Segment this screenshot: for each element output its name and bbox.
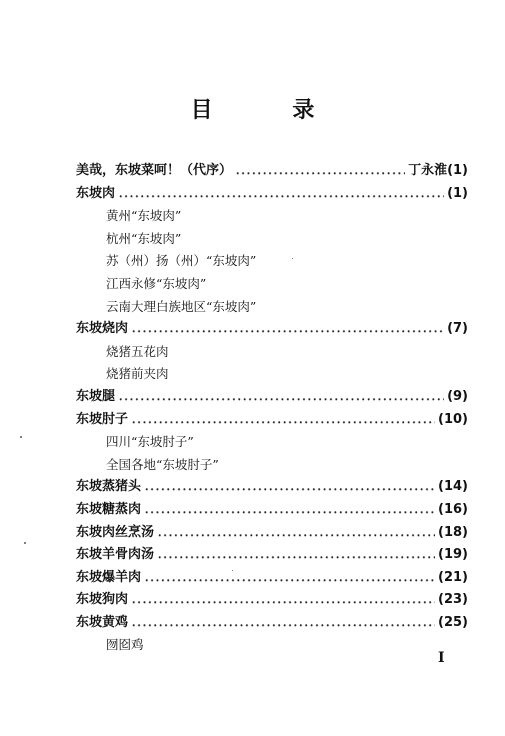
toc-entry-title: 东坡狗肉	[76, 592, 129, 608]
toc-entry-page: (25)	[438, 614, 468, 630]
toc-entry-page: (14)	[438, 479, 468, 495]
toc-entry	[76, 386, 468, 409]
toc-subentry: 四川“东坡肘子”	[106, 434, 194, 450]
toc-entry-title: 东坡蒸猪头	[76, 479, 142, 495]
toc-entry	[76, 318, 468, 341]
toc-entry	[76, 567, 468, 590]
toc-subentry: 江西永修“东坡肉”	[106, 275, 207, 291]
dot-leader	[144, 476, 435, 499]
toc-subentry: 全国各地“东坡肘子”	[106, 456, 219, 472]
toc-subentry: 囫囵鸡	[106, 637, 144, 653]
dot-leader	[131, 589, 435, 612]
toc-entry-page: (19)	[438, 547, 468, 563]
toc-entry-page: (23)	[438, 592, 468, 608]
toc-subentry: 黄州“东坡肉”	[106, 208, 182, 224]
toc-entry	[76, 409, 468, 432]
dot-leader	[235, 160, 405, 183]
toc-subentry: 杭州“东坡肉”	[106, 230, 182, 246]
toc-entry-title: 东坡爆羊肉	[76, 569, 142, 585]
toc-entry	[76, 499, 468, 522]
dot-leader	[118, 386, 444, 409]
page-title: 目 录	[190, 98, 351, 123]
scan-speck	[20, 436, 22, 438]
table-of-contents	[76, 160, 468, 657]
dot-leader	[131, 612, 435, 635]
toc-entry-title: 东坡肉	[76, 185, 116, 201]
dot-leader	[157, 544, 435, 567]
toc-subentry: 烧猪前夹肉	[106, 366, 169, 382]
scan-speck	[24, 542, 26, 544]
scan-speck	[232, 570, 233, 571]
toc-entry-title: 东坡肘子	[76, 411, 129, 427]
toc-entry	[76, 160, 468, 183]
dot-leader	[144, 567, 435, 590]
dot-leader	[131, 318, 444, 341]
toc-entry	[76, 544, 468, 567]
toc-entry-page: (16)	[438, 501, 468, 517]
toc-entry	[76, 476, 468, 499]
toc-entry-title: 东坡腿	[76, 388, 116, 404]
page-folio: I	[438, 650, 445, 666]
toc-entry-title: 东坡烧肉	[76, 321, 129, 337]
dot-leader	[131, 409, 435, 432]
toc-entry-page: (10)	[438, 411, 468, 427]
toc-entry	[76, 183, 468, 206]
toc-entry-title: 美哉，东坡菜呵！（代序）	[76, 163, 233, 178]
toc-entry	[76, 522, 468, 545]
toc-entry-title: 东坡糖蒸肉	[76, 501, 142, 517]
dot-leader	[157, 522, 435, 545]
dot-leader	[118, 183, 444, 206]
toc-subentry: 烧猪五花肉	[106, 343, 169, 359]
toc-entry-page: (7)	[447, 321, 468, 337]
toc-entry-page: (21)	[438, 569, 468, 585]
toc-subentry: 苏（州）扬（州）“东坡肉”	[106, 253, 257, 269]
toc-subentry: 云南大理白族地区“东坡肉”	[106, 298, 257, 314]
toc-entry-page: (1)	[447, 185, 468, 201]
toc-entry-title: 东坡黄鸡	[76, 614, 129, 630]
toc-entry-title: 东坡肉丝烹汤	[76, 524, 155, 540]
toc-entry-title: 东坡羊骨肉汤	[76, 547, 155, 563]
toc-entry-page: 丁永淮(1)	[408, 163, 468, 178]
toc-entry-page: (9)	[447, 388, 468, 404]
toc-entry	[76, 612, 468, 635]
dot-leader	[144, 499, 435, 522]
toc-entry	[76, 589, 468, 612]
toc-entry-page: (18)	[438, 524, 468, 540]
scan-speck	[292, 258, 293, 259]
